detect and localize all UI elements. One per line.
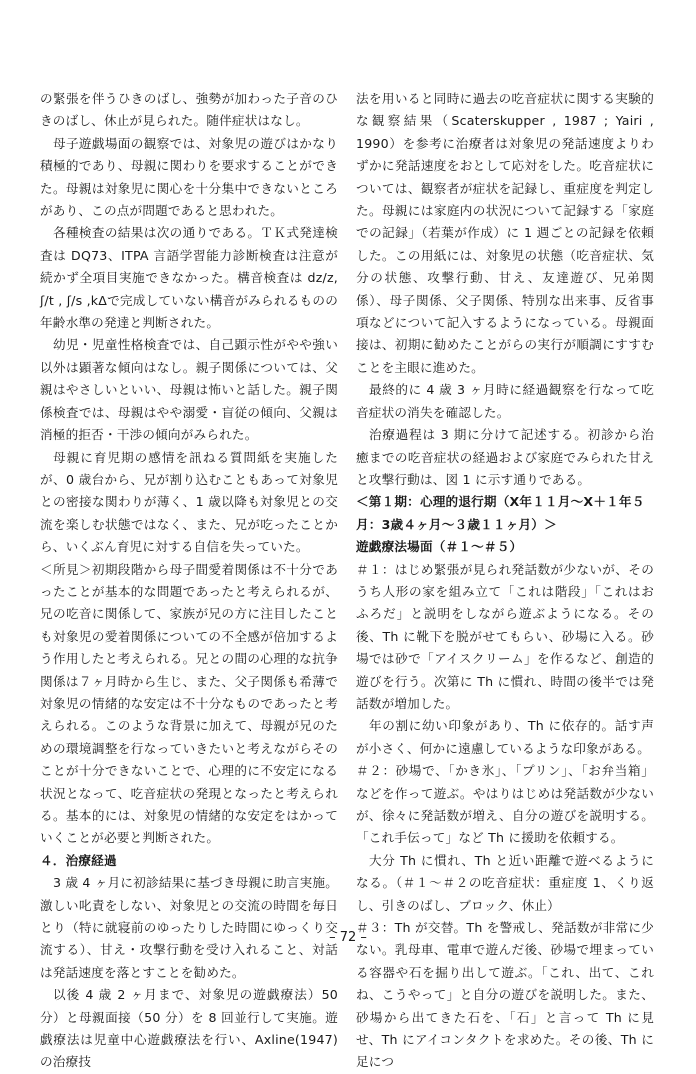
right-column [356,88,654,1074]
paragraph: 各種検査の結果は次の通りである。ＴＫ式発達検査は DQ73、ITPA 言語学習能力診断検査は注意が続かず全項目実施できなかった。構音検査は dz/z, ʃ/t , ʃ/s ,kΔで完成していない構音がみられるものの年齢水準の発達と判断された。 [40,225,338,331]
paragraph: 母子遊戯場面の観察では、対象児の遊びはかなり積極的であり、母親に関わりを要求することができた。母親は対象児に関心を十分集中できないところがあり、この点が問題であると思われた。 [40,135,338,219]
paragraph: 治療過程は 3 期に分けて記述する。初診から治癒までの吃音症状の経過および家庭でみられた甘えと攻撃行動は、図 1 に示す通りである。 [356,427,654,487]
paragraph: ＃２：砂場で、「かき氷」、「プリン」、「お弁当箱」などを作って遊ぶ。やはりはじめは発話数が少ないが、徐々に発話数が増え、自分の遊びを説明する。「これ手伝って」など Th に援助を依頼する。 [356,763,654,846]
paragraph: 以後 4 歳 2 ヶ月まで、対象児の遊戯療法）50 分）と母親面接（50 分）を 8 回並行して実施。遊戯療法は児童中心遊戯療法を行い、Axline(1947)の治療技 [40,987,338,1070]
subheading: 遊戯療法場面（＃１〜＃５） [356,539,523,555]
paragraph: 母親に育児期の感情を訊ねる質問紙を実施したが、0 歳台から、兄が割り込むこともあって対象児との密接な関わりが薄く、1 歳以降も対象児との交流を楽しむ状態ではなく、また、兄が吃ったことから、いくぶん育児に対する自信を失っていた。 [40,449,338,555]
paragraph: 大分 Th に慣れ、Th と近い距離で遊べるようになる。（＃１〜＃２の吃音症状：重症度 1、くり返し、引きのばし、ブロック、休止） [356,852,654,913]
page-number: – 72 – [329,930,367,945]
paragraph: 最終的に 4 歳 3 ヶ月時に経過観察を行なって吃音症状の消失を確認した。 [356,382,654,420]
paragraph: 3 歳 4 ヶ月に初診結果に基づき母親に助言実施。激しい叱責をしない、対象児との交流の時間を毎日とり（特に就寝前のゆったりした時間にゆっくり交流する）、甘え・攻撃行動を受け入れること、対話は発話速度を落とすことを勧めた。 [40,875,338,980]
period-heading: ＜第１期：心理的退行期（X年１１月〜X＋１年５ [356,494,645,510]
period-heading-cont: 月：3歳４ヶ月〜３歳１１ヶ月）＞ [356,516,557,532]
section-heading: ４．治療経過 [40,852,117,868]
paragraph: 年の割に幼い印象があり、Th に依存的。話す声が小さく、何かに遠慮しているような印象がある。 [356,718,654,756]
paragraph: ＃１：はじめ緊張が見られ発話数が少ないが、そのうち人形の家を組み立て「これは階段」「これはおふろだ」と説明をしながら遊ぶようになる。その後、Th に靴下を脱がせてもらい、砂場に入る。砂場では砂で「アイスクリーム」を作るなど、創造的遊びを行う。次第に Th に慣れ、時間の後半では発話数が増加した。 [356,561,654,711]
paragraph: 幼児・児童性格検査では、自己顕示性がやや強い以外は顕著な傾向はなし。親子関係については、父親はやさしいといい、母親は怖いと話した。親子関係検査では、母親はやや溺愛・盲従の傾向、父親は消極的拒否・干渉の傾向がみられた。 [40,337,338,443]
paragraph: の緊張を伴うひきのばし、強勢が加わった子音のひきのばし、休止が見られた。随伴症状はなし。 [40,91,338,129]
paragraph: ＃３：Th が交替。Th を警戒し、発話数が非常に少ない。乳母車、電車で遊んだ後、砂場で埋まっている容器や石を掘り出して遊ぶ。「これ、出て、これね、こうやって」と自分の遊びを説明した。また、砂場から出てきた石を、「石」と言って Th に見せ、Th にアイコンタクトを求めた。その後、Th に足につ [356,920,654,1070]
paragraph: ＜所見＞初期段階から母子間愛着関係は不十分であったことが基本的な問題であったと考えられるが、兄の吃音に関係して、家族が兄の方に注目したことも対象児の愛着関係についての不全感が倍加するよう作用したと考えられる。兄との間の心理的な抗争関係は７ヶ月時から生じ、また、父子関係も希薄で対象児の情緒的な安定は不十分なものであったと考えられる。このような背景に加えて、母親が兄のための環境調整を行なっていきたいと考えながらそのことが十分できないことで、心理的に不安定になる状況となって、吃音症状の発現となったと考えられる。基本的には、対象児の情緒的な安定をはかっていくことが必要と判断された。 [40,561,338,846]
left-column [40,88,338,1074]
paragraph: 法を用いると同時に過去の吃音症状に関する実験的な観察結果（Scaterskupper , 1987 ; Yairi , 1990）を参考に治療者は対象児の発話速度よりわずかに発話速度をおとして応対をした。吃音症状については、観察者が症状を記録し、重症度を判定した。母親には家庭内の状況について記録する「家庭での記録」（若葉が作成）に 1 週ごとの記録を依頼した。この用紙には、対象児の状態（吃音症状、気分の状態、攻撃行動、甘え、友達遊び、兄弟関係）、母子関係、父子関係、特別な出来事、反省事項などについて記入するようになっている。母親面接は、初期に勧めたことがらの実行が順調にすすむことを主眼に進めた。 [356,91,654,375]
